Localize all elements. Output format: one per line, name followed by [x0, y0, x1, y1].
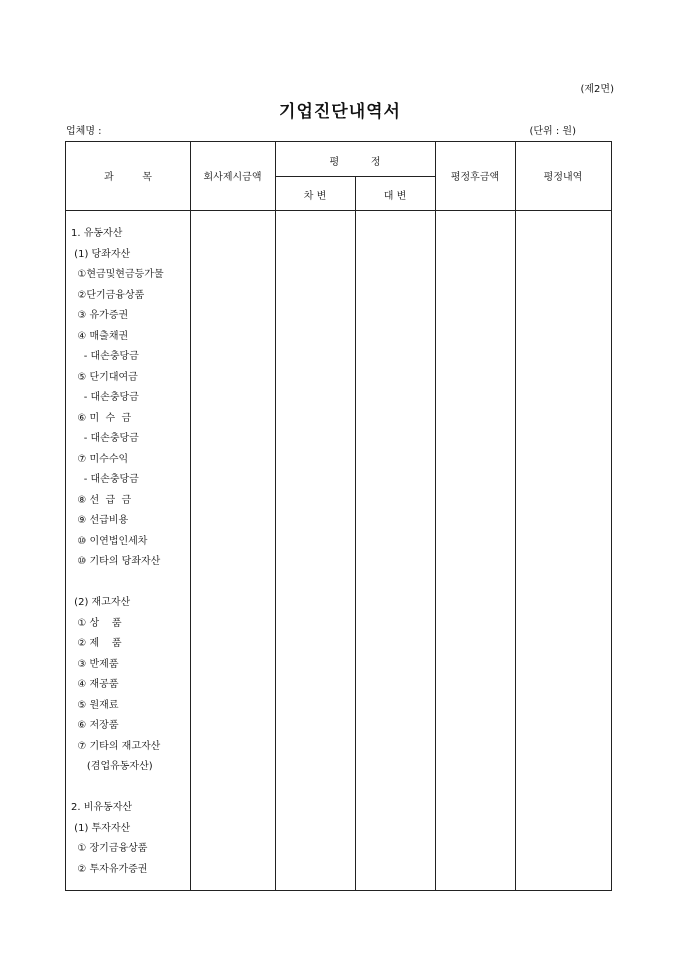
company-name-label: 업체명 : — [66, 126, 102, 137]
adjustment-sub-divider — [275, 176, 435, 177]
account-row: ④ 재공품 — [71, 679, 119, 690]
spacer — [71, 573, 191, 594]
account-row: ⑤ 원재료 — [71, 699, 119, 711]
page-number: (제2면) — [580, 84, 614, 95]
header-details: 평정내역 — [543, 172, 583, 183]
account-row: ⑦ 미수수익 — [71, 453, 129, 465]
account-row: ② 제 품 — [71, 638, 122, 649]
column-divider — [275, 142, 276, 890]
page-title: 기업진단내역서 — [279, 102, 401, 122]
account-row: ⑧ 선 급 금 — [71, 494, 132, 506]
account-row: ⑩ 기타의 당좌자산 — [71, 556, 161, 567]
header-adjustment: 평 정 — [329, 157, 381, 168]
column-divider — [355, 176, 356, 890]
account-row: ④ 매출채권 — [71, 330, 129, 342]
account-row: (1) 투자자산 — [71, 822, 131, 834]
column-divider — [515, 142, 516, 890]
spacer — [71, 778, 191, 799]
account-row: ① 장기금융상품 — [71, 843, 148, 854]
account-row: 1. 유동자산 — [71, 228, 123, 239]
account-row: ⑦ 기타의 재고자산 — [71, 740, 161, 752]
account-row: ③ 반제품 — [71, 658, 119, 670]
header-subject: 과 목 — [104, 172, 152, 183]
column-divider — [435, 142, 436, 890]
header-credit: 대 변 — [383, 191, 407, 202]
account-row: ⑥ 저장품 — [71, 720, 119, 731]
account-row: ⑤ 단기대여금 — [71, 371, 138, 383]
assessment-table — [65, 141, 612, 891]
account-list — [71, 224, 191, 880]
account-row: ⑨ 선급비용 — [71, 515, 129, 526]
header-divider — [66, 210, 611, 211]
account-row: ① 상 품 — [71, 617, 122, 629]
account-row: ⑥ 미 수 금 — [71, 412, 132, 424]
account-row: 2. 비유동자산 — [71, 802, 133, 813]
account-row: ②단기금융상품 — [71, 289, 145, 301]
account-row: ② 투자유가증권 — [71, 863, 148, 875]
account-row: - 대손충당금 — [71, 433, 139, 444]
account-row: - 대손충당금 — [71, 474, 139, 485]
account-row: (2) 재고자산 — [71, 597, 131, 608]
account-row: (겸업유동자산) — [71, 761, 153, 772]
account-row: - 대손충당금 — [71, 351, 139, 362]
account-row: ⑩ 이연법인세차 — [71, 535, 148, 547]
unit-label: (단위 : 원) — [529, 126, 576, 137]
header-debit: 차 변 — [303, 191, 327, 202]
account-row: ③ 유가증권 — [71, 310, 129, 321]
account-row: (1) 당좌자산 — [71, 248, 131, 260]
account-row: ①현금및현금등가물 — [71, 269, 164, 280]
header-company-amount: 회사제시금액 — [203, 172, 262, 183]
header-after-amount: 평정후금액 — [450, 172, 500, 183]
account-row: - 대손충당금 — [71, 392, 139, 403]
